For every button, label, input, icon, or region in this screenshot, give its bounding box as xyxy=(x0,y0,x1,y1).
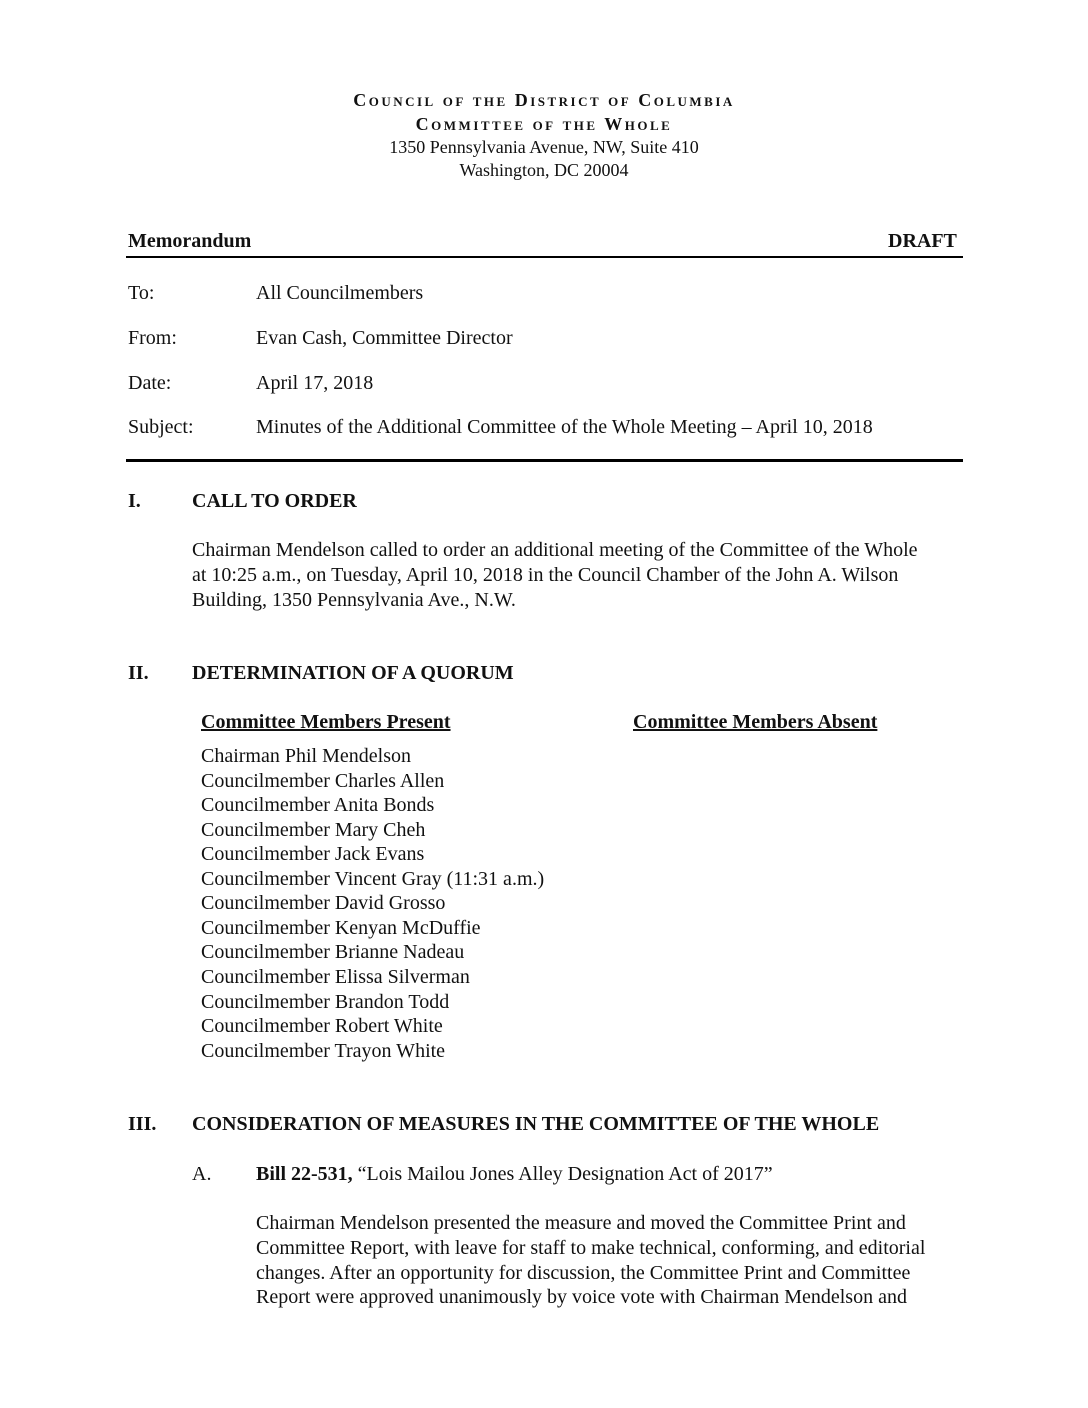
member-item: Councilmember Anita Bonds xyxy=(201,794,435,816)
paragraph-line: at 10:25 a.m., on Tuesday, April 10, 2018 in the Council Chamber of the John A. Wilson xyxy=(192,563,899,586)
member-item: Councilmember David Grosso xyxy=(201,892,446,914)
draft-status: DRAFT xyxy=(888,230,957,252)
date-value: April 17, 2018 xyxy=(256,372,374,394)
member-item: Councilmember Jack Evans xyxy=(201,843,425,865)
header-rule xyxy=(126,256,963,258)
section-2-title: DETERMINATION OF A QUORUM xyxy=(192,662,514,684)
members-absent-heading: Committee Members Absent xyxy=(633,711,878,733)
item-a-heading xyxy=(256,1163,773,1186)
from-label: From: xyxy=(128,327,177,349)
paragraph-line: Committee Report, with leave for staff to make technical, conforming, and editorial xyxy=(256,1236,926,1259)
memo-rule xyxy=(126,459,963,462)
paragraph-line: changes. After an opportunity for discussion, the Committee Print and Committee xyxy=(256,1261,911,1284)
member-item: Councilmember Robert White xyxy=(201,1015,443,1037)
to-value: All Councilmembers xyxy=(256,282,424,304)
paragraph-line: Chairman Mendelson presented the measure and moved the Committee Print and xyxy=(256,1212,906,1234)
members-present-heading: Committee Members Present xyxy=(201,711,451,733)
member-item: Councilmember Charles Allen xyxy=(201,770,445,792)
section-2-number: II. xyxy=(128,662,149,684)
member-item: Councilmember Brandon Todd xyxy=(201,991,450,1013)
member-item: Chairman Phil Mendelson xyxy=(201,745,411,767)
section-1-paragraph xyxy=(192,538,918,612)
from-value: Evan Cash, Committee Director xyxy=(256,327,513,349)
date-label: Date: xyxy=(128,372,172,394)
member-item: Councilmember Trayon White xyxy=(201,1040,446,1062)
paragraph-line: Chairman Mendelson called to order an additional meeting of the Committee of the Whole xyxy=(192,539,918,561)
paragraph-line: Report were approved unanimously by voice vote with Chairman Mendelson and xyxy=(256,1286,907,1309)
bill-number: Bill 22-531, xyxy=(256,1163,353,1185)
bill-title: “Lois Mailou Jones Alley Designation Act of 2017” xyxy=(357,1163,773,1185)
paragraph-line: Building, 1350 Pennsylvania Ave., N.W. xyxy=(192,588,516,611)
section-1-title: CALL TO ORDER xyxy=(192,490,357,512)
member-item: Councilmember Kenyan McDuffie xyxy=(201,917,481,939)
member-item: Councilmember Elissa Silverman xyxy=(201,966,470,988)
subject-label: Subject: xyxy=(128,416,194,438)
memo-title: Memorandum xyxy=(128,230,252,252)
member-item: Councilmember Mary Cheh xyxy=(201,819,426,841)
section-1-number: I. xyxy=(128,490,141,512)
section-3-number: III. xyxy=(128,1113,157,1135)
section-3-title: CONSIDERATION OF MEASURES IN THE COMMITTEE OF THE WHOLE xyxy=(192,1113,880,1135)
member-item: Councilmember Vincent Gray (11:31 a.m.) xyxy=(201,868,545,890)
item-a-paragraph xyxy=(256,1211,925,1310)
address-line-2: Washington, DC 20004 xyxy=(459,160,629,180)
to-label: To: xyxy=(128,282,155,304)
committee-name: Committee of the Whole xyxy=(415,114,673,134)
address-line-1: 1350 Pennsylvania Avenue, NW, Suite 410 xyxy=(389,137,699,157)
member-item: Councilmember Brianne Nadeau xyxy=(201,941,465,963)
organization-name: Council of the District of Columbia xyxy=(353,90,735,110)
item-a-letter: A. xyxy=(192,1163,212,1185)
subject-value: Minutes of the Additional Committee of the Whole Meeting – April 10, 2018 xyxy=(256,416,873,438)
